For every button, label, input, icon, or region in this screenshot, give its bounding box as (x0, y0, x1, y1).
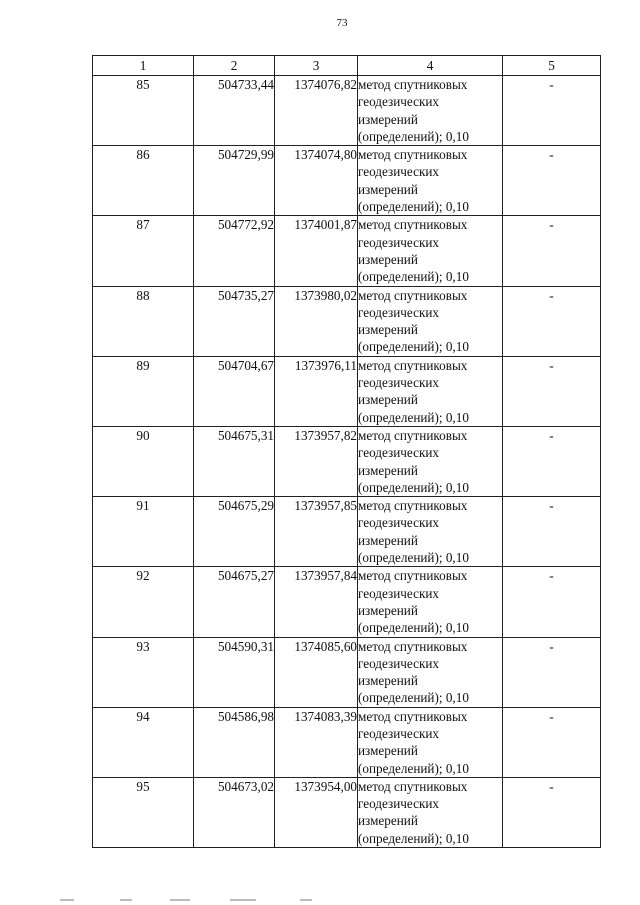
method-line: (определений); 0,10 (358, 479, 469, 495)
method-line: (определений); 0,10 (358, 620, 469, 636)
point-number-cell: 92 (93, 567, 194, 637)
point-number-cell: 85 (93, 76, 194, 146)
table-row (93, 637, 601, 707)
method-line: измерений (358, 181, 418, 197)
method-cell (358, 216, 503, 286)
table-row (93, 286, 601, 356)
method-cell (358, 567, 503, 637)
method-cell (358, 777, 503, 847)
method-line: измерений (358, 532, 418, 548)
column-header-2: 2 (194, 56, 275, 76)
note-cell: - (503, 777, 601, 847)
method-line: метод спутниковых (358, 708, 468, 724)
x-coordinate-cell: 504673,02 (194, 777, 275, 847)
note-cell: - (503, 216, 601, 286)
point-number-cell: 89 (93, 356, 194, 426)
method-line: (определений); 0,10 (358, 830, 469, 846)
method-line: метод спутниковых (358, 217, 468, 233)
method-line: измерений (358, 462, 418, 478)
point-number-cell: 93 (93, 637, 194, 707)
method-cell (358, 356, 503, 426)
column-header-3: 3 (275, 56, 358, 76)
y-coordinate-cell: 1374074,80 (275, 146, 358, 216)
note-cell: - (503, 76, 601, 146)
method-cell (358, 426, 503, 496)
column-header-4: 4 (358, 56, 503, 76)
point-number-cell: 86 (93, 146, 194, 216)
method-line: (определений); 0,10 (358, 199, 469, 215)
method-cell (358, 286, 503, 356)
note-cell: - (503, 637, 601, 707)
method-line: измерений (358, 251, 418, 267)
method-line: (определений); 0,10 (358, 760, 469, 776)
method-line: метод спутниковых (358, 638, 468, 654)
method-line: (определений); 0,10 (358, 409, 469, 425)
method-line: (определений); 0,10 (358, 269, 469, 285)
method-line: геодезических (358, 234, 440, 250)
note-cell: - (503, 146, 601, 216)
note-cell: - (503, 286, 601, 356)
method-line: измерений (358, 602, 418, 618)
method-cell (358, 146, 503, 216)
table-row (93, 356, 601, 426)
method-line: (определений); 0,10 (358, 128, 469, 144)
table-row (93, 497, 601, 567)
y-coordinate-cell: 1374085,60 (275, 637, 358, 707)
note-cell: - (503, 707, 601, 777)
method-line: геодезических (358, 375, 440, 391)
method-line: (определений); 0,10 (358, 690, 469, 706)
y-coordinate-cell: 1373980,02 (275, 286, 358, 356)
method-line: геодезических (358, 304, 440, 320)
method-line: измерений (358, 813, 418, 829)
y-coordinate-cell: 1374001,87 (275, 216, 358, 286)
method-line: измерений (358, 322, 418, 338)
y-coordinate-cell: 1374076,82 (275, 76, 358, 146)
method-line: геодезических (358, 445, 440, 461)
method-line: геодезических (358, 94, 440, 110)
point-number-cell: 94 (93, 707, 194, 777)
method-line: (определений); 0,10 (358, 550, 469, 566)
table-row (93, 567, 601, 637)
method-line: метод спутниковых (358, 427, 468, 443)
y-coordinate-cell: 1373954,00 (275, 777, 358, 847)
method-line: геодезических (358, 655, 440, 671)
column-header-1: 1 (93, 56, 194, 76)
method-line: измерений (358, 392, 418, 408)
x-coordinate-cell: 504735,27 (194, 286, 275, 356)
table-row (93, 707, 601, 777)
column-header-5: 5 (503, 56, 601, 76)
method-line: метод спутниковых (358, 147, 468, 163)
method-line: метод спутниковых (358, 77, 468, 92)
method-line: метод спутниковых (358, 568, 468, 584)
method-cell (358, 76, 503, 146)
method-line: (определений); 0,10 (358, 339, 469, 355)
x-coordinate-cell: 504772,92 (194, 216, 275, 286)
note-cell: - (503, 567, 601, 637)
x-coordinate-cell: 504675,31 (194, 426, 275, 496)
x-coordinate-cell: 504675,29 (194, 497, 275, 567)
x-coordinate-cell: 504590,31 (194, 637, 275, 707)
method-line: геодезических (358, 585, 440, 601)
method-line: метод спутниковых (358, 287, 468, 303)
method-cell (358, 497, 503, 567)
note-cell: - (503, 497, 601, 567)
x-coordinate-cell: 504729,99 (194, 146, 275, 216)
method-line: измерений (358, 111, 418, 127)
method-line: измерений (358, 743, 418, 759)
y-coordinate-cell: 1374083,39 (275, 707, 358, 777)
method-line: геодезических (358, 796, 440, 812)
y-coordinate-cell: 1373957,82 (275, 426, 358, 496)
point-number-cell: 87 (93, 216, 194, 286)
table-row (93, 777, 601, 847)
table-body (93, 76, 601, 848)
footer-scan-marks (60, 896, 520, 904)
method-line: метод спутниковых (358, 778, 468, 794)
table-row (93, 76, 601, 146)
method-line: геодезических (358, 725, 440, 741)
method-line: измерений (358, 673, 418, 689)
table-row (93, 216, 601, 286)
note-cell: - (503, 426, 601, 496)
method-cell (358, 707, 503, 777)
page-number: 73 (336, 17, 348, 29)
y-coordinate-cell: 1373976,11 (275, 356, 358, 426)
coordinates-table (92, 55, 601, 848)
x-coordinate-cell: 504704,67 (194, 356, 275, 426)
y-coordinate-cell: 1373957,84 (275, 567, 358, 637)
method-line: геодезических (358, 515, 440, 531)
x-coordinate-cell: 504733,44 (194, 76, 275, 146)
point-number-cell: 95 (93, 777, 194, 847)
method-line: метод спутниковых (358, 357, 468, 373)
note-cell: - (503, 356, 601, 426)
point-number-cell: 90 (93, 426, 194, 496)
point-number-cell: 91 (93, 497, 194, 567)
table-row (93, 426, 601, 496)
method-line: геодезических (358, 164, 440, 180)
x-coordinate-cell: 504586,98 (194, 707, 275, 777)
x-coordinate-cell: 504675,27 (194, 567, 275, 637)
point-number-cell: 88 (93, 286, 194, 356)
y-coordinate-cell: 1373957,85 (275, 497, 358, 567)
table-row (93, 146, 601, 216)
method-line: метод спутниковых (358, 498, 468, 514)
method-cell (358, 637, 503, 707)
table-header-row (93, 56, 601, 76)
